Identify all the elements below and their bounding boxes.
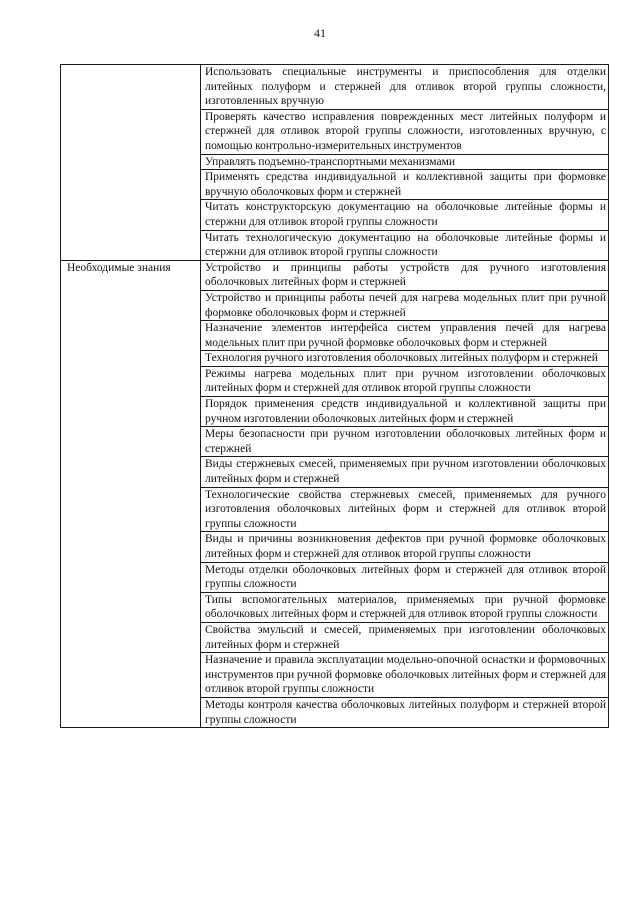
skill-item: Использовать специальные инструменты и приспособления для отделки литейных полуформ и стержней для отливок второй группы сложности, изготовленных вручную	[201, 65, 609, 110]
skill-item: Управлять подъемно-транспортными механизмами	[201, 154, 609, 170]
skill-item: Проверять качество исправления поврежденных мест литейных полуформ и стержней для отливок второй группы сложности, изготовленных вручную, с помощью контрольно-измерительных инструментов	[201, 109, 609, 154]
table-row	[61, 65, 609, 110]
knowledge-item: Меры безопасности при ручном изготовлении оболочковых литейных форм и стержней	[201, 427, 609, 457]
knowledge-item: Технология ручного изготовления оболочковых литейных полуформ и стержней	[201, 351, 609, 367]
knowledge-label-cell: Необходимые знания	[61, 260, 201, 727]
page-number: 41	[314, 26, 326, 40]
skill-item: Читать технологическую документацию на оболочковые литейные формы и стержни для отливок второй группы сложности	[201, 230, 609, 260]
knowledge-item: Технологические свойства стержневых смесей, применяемых для ручного изготовления оболочковых литейных форм и стержней для отливок второй группы сложности	[201, 487, 609, 532]
knowledge-item: Порядок применения средств индивидуальной и коллективной защиты при ручном изготовлении оболочковых литейных форм и стержней	[201, 397, 609, 427]
knowledge-item: Назначение и правила эксплуатации модельно-опочной оснастки и формовочных инструментов при ручной формовке оболочковых литейных форм и стержней для отливок второй группы сложности	[201, 653, 609, 698]
knowledge-item: Виды и причины возникновения дефектов при ручной формовке оболочковых литейных форм и стержней для отливок второй группы сложности	[201, 532, 609, 562]
skill-item: Применять средства индивидуальной и коллективной защиты при формовке вручную оболочковых форм и стержней	[201, 170, 609, 200]
knowledge-item: Виды стержневых смесей, применяемых при ручном изготовлении оболочковых литейных форм и стержней	[201, 457, 609, 487]
knowledge-item: Свойства эмульсий и смесей, применяемых при изготовлении оболочковых литейных форм и стержней	[201, 622, 609, 652]
knowledge-item: Назначение элементов интерфейса систем управления печей для нагрева модельных плит при ручной формовке оболочковых форм и стержней	[201, 321, 609, 351]
requirements-table	[60, 64, 609, 728]
skills-label-cell	[61, 65, 201, 261]
knowledge-item: Методы отделки оболочковых литейных форм и стержней для отливок второй группы сложности	[201, 562, 609, 592]
knowledge-item: Методы контроля качества оболочковых литейных полуформ и стержней второй группы сложности	[201, 697, 609, 727]
knowledge-item: Типы вспомогательных материалов, применяемых при ручной формовке оболочковых литейных форм и стержней для отливок второй группы сложности	[201, 592, 609, 622]
knowledge-item: Режимы нагрева модельных плит при ручном изготовлении оболочковых литейных форм и стержней для отливок второй группы сложности	[201, 366, 609, 396]
knowledge-item: Устройство и принципы работы устройств для ручного изготовления оболочковых литейных форм и стержней	[201, 260, 609, 290]
table-row	[61, 260, 609, 290]
knowledge-item: Устройство и принципы работы печей для нагрева модельных плит при ручной формовке оболочковых форм и стержней	[201, 290, 609, 320]
skill-item: Читать конструкторскую документацию на оболочковые литейные формы и стержни для отливок второй группы сложности	[201, 200, 609, 230]
